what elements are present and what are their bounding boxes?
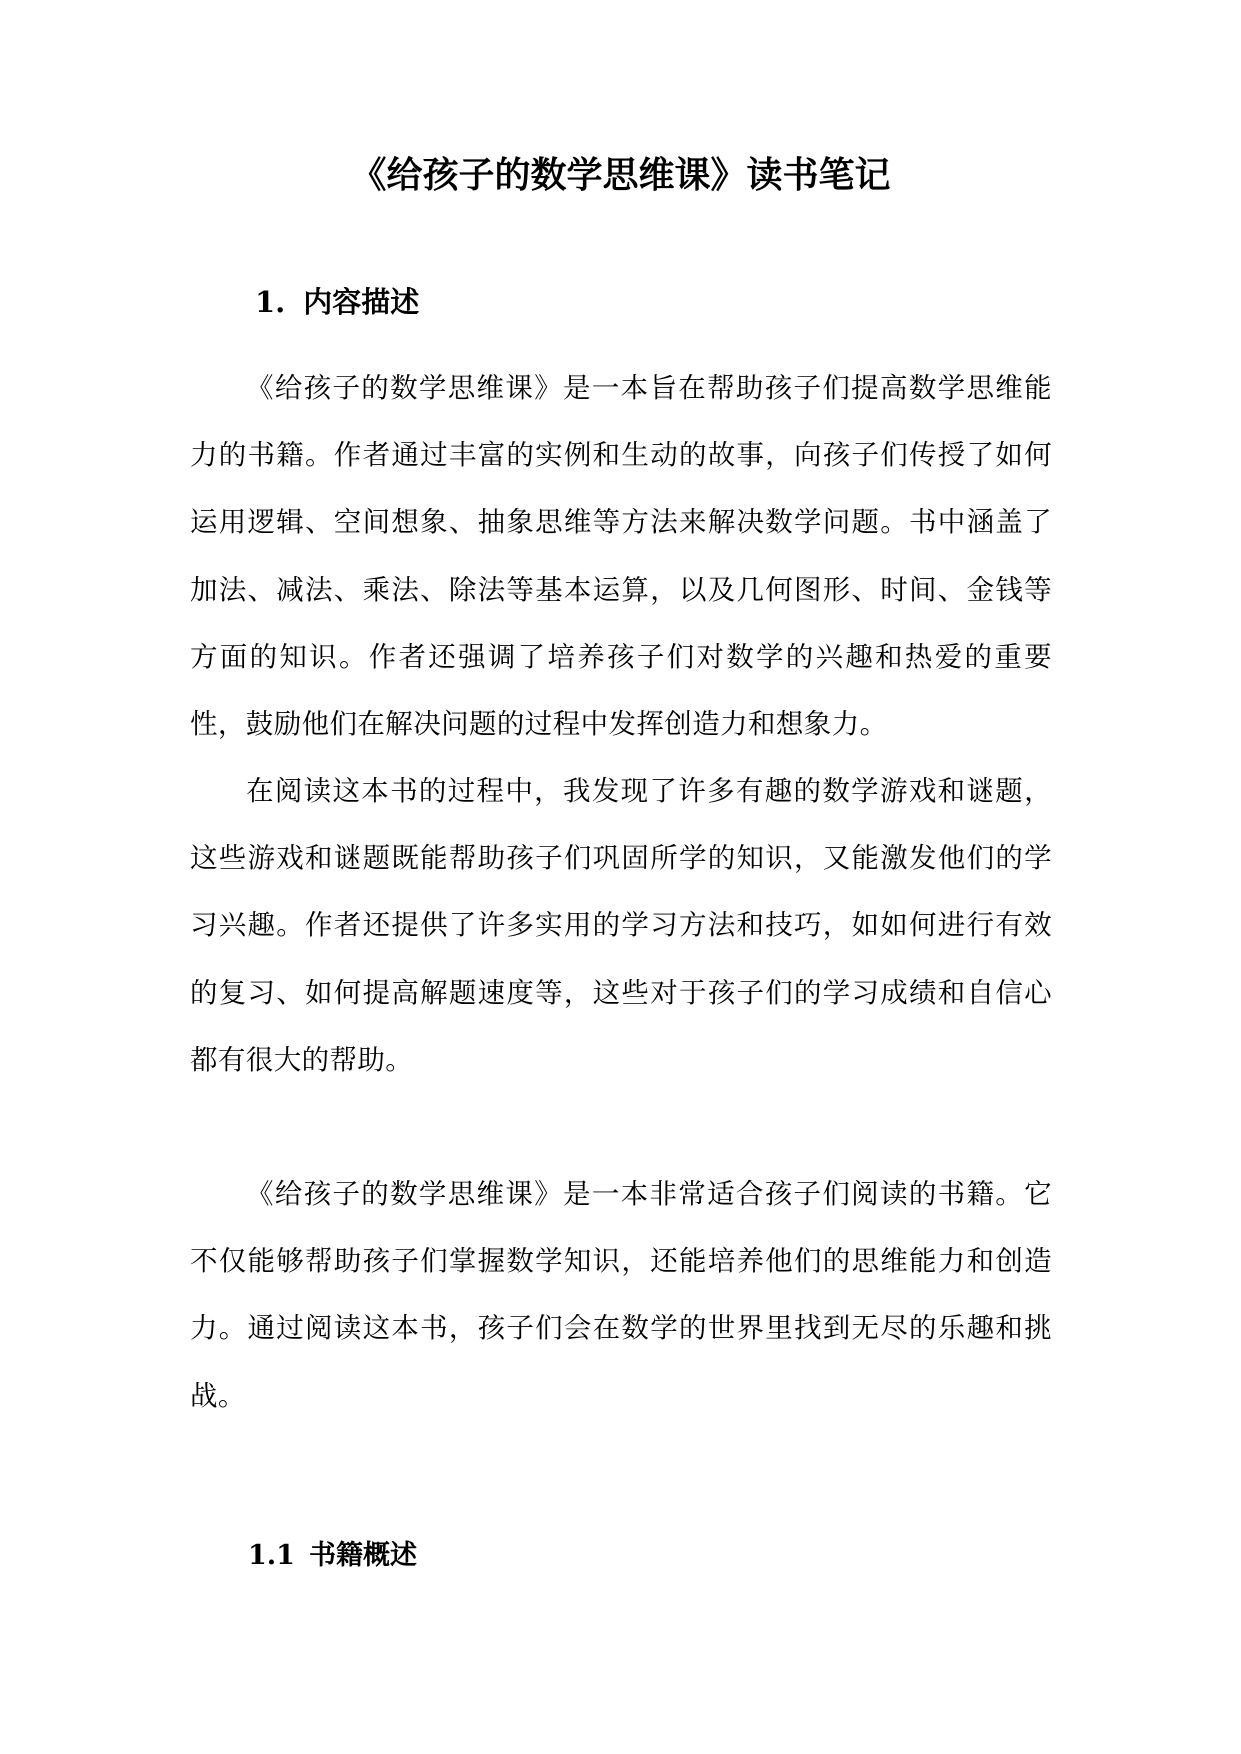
section-heading xyxy=(255,280,419,324)
subsection-number: 1.1 xyxy=(248,1540,295,1571)
body-paragraph: 《给孩子的数学思维课》是一本旨在帮助孩子们提高数学思维能力的书籍。作者通过丰富的实例和生动的故事，向孩子们传授了如何运用逻辑、空间想象、抽象思维等方法来解决数学问题。书中涵盖了加法、减法、乘法、除法等基本运算，以及几何图形、时间、金钱等方面的知识。作者还强调了培养孩子们对数学的兴趣和热爱的重要性，鼓励他们在解决问题的过程中发挥创造力和想象力。 xyxy=(190,372,1052,741)
subsection-title: 书籍概述 xyxy=(308,1540,417,1571)
body-paragraph: 《给孩子的数学思维课》是一本非常适合孩子们阅读的书籍。它不仅能够帮助孩子们掌握数学知识，还能培养他们的思维能力和创造力。通过阅读这本书，孩子们会在数学的世界里找到无尽的乐趣和挑战。 xyxy=(190,1178,1052,1412)
section-title: 内容描述 xyxy=(303,285,420,319)
subsection-heading xyxy=(248,1535,417,1577)
section-number: 1. xyxy=(255,285,286,319)
body-paragraph: 在阅读这本书的过程中，我发现了许多有趣的数学游戏和谜题，这些游戏和谜题既能帮助孩子们巩固所学的知识，又能激发他们的学习兴趣。作者还提供了许多实用的学习方法和技巧，如如何进行有效的复习、如何提高解题速度等，这些对于孩子们的学习成绩和自信心都有很大的帮助。 xyxy=(190,775,1052,1076)
document-title: 《给孩子的数学思维课》读书笔记 xyxy=(350,154,891,196)
